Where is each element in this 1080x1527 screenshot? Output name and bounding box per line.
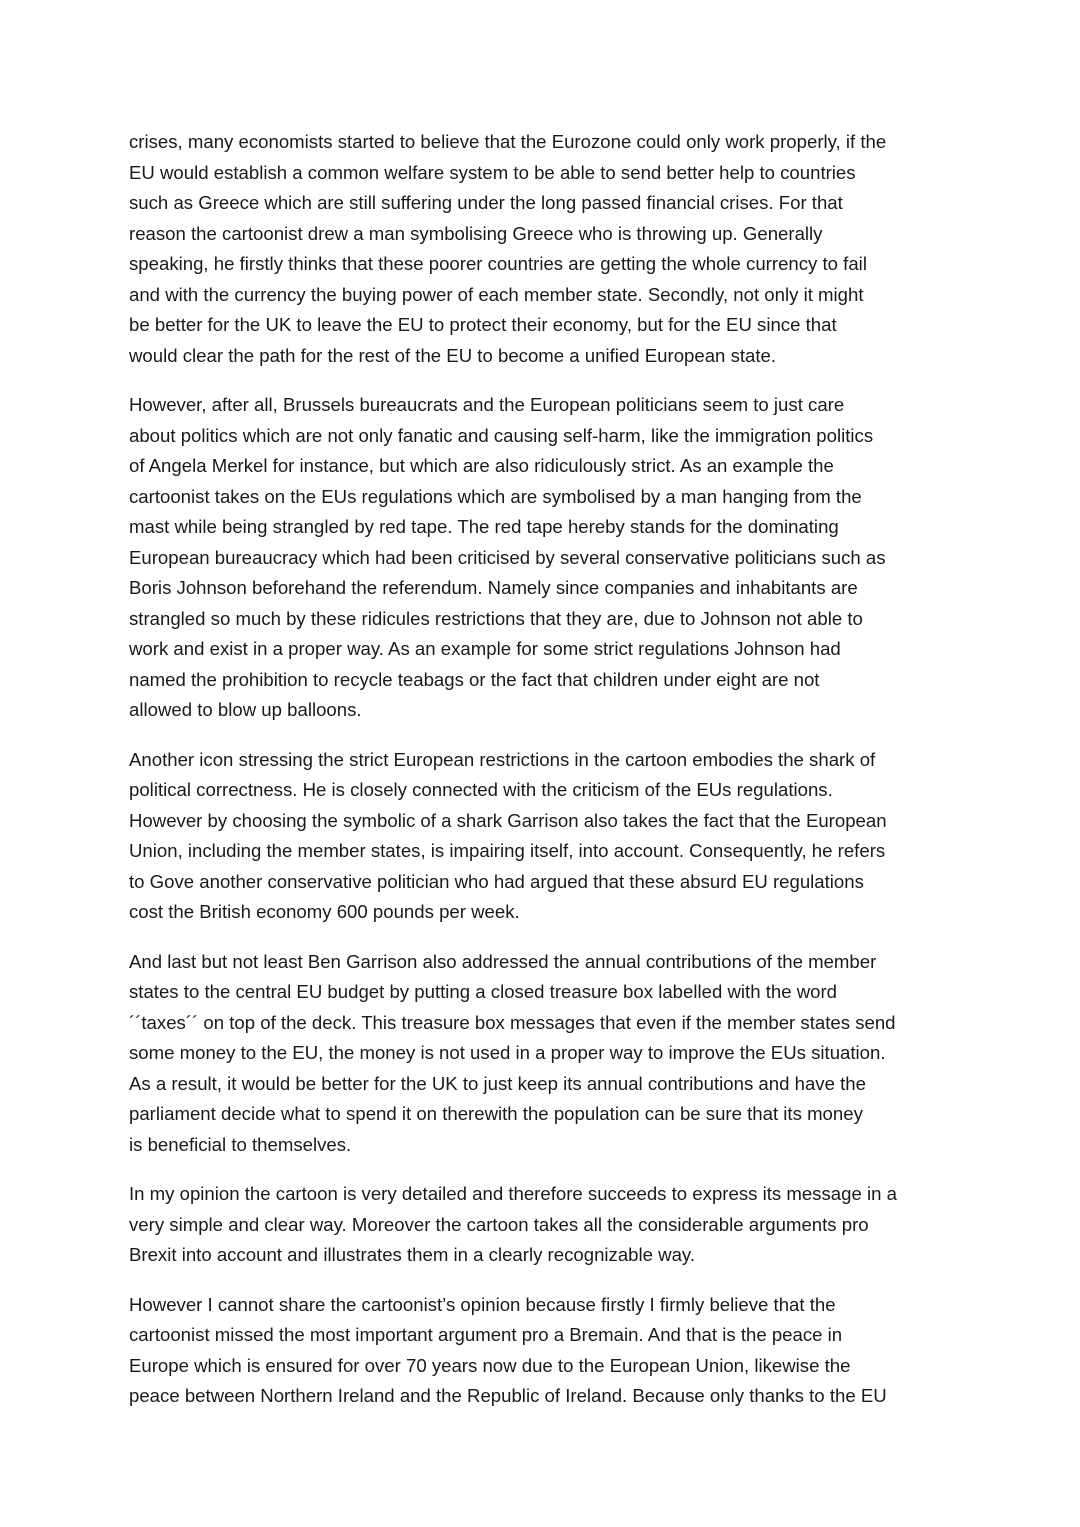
text-line: ´´taxes´´ on top of the deck. This treasure box messages that even if the member states send [129, 1011, 896, 1033]
text-line: such as Greece which are still suffering under the long passed financial crises. For that [129, 192, 843, 213]
text-line: very simple and clear way. Moreover the cartoon takes all the considerable arguments pro [129, 1213, 869, 1235]
text-line: named the prohibition to recycle teabags or the fact that children under eight are not [129, 668, 820, 690]
text-line: Brexit into account and illustrates them in a clearly recognizable way. [129, 1244, 696, 1265]
text-line: European bureaucracy which had been criticised by several conservative politicians such as [129, 546, 886, 568]
document-body [129, 127, 959, 1431]
paragraph-shark [129, 745, 959, 928]
text-line: of Angela Merkel for instance, but which are also ridiculously strict. As an example the [129, 455, 834, 476]
paragraph-opinion [129, 1179, 959, 1271]
text-line: And last but not least Ben Garrison also addressed the annual contributions of the member [129, 950, 877, 972]
paragraph-treasure-box [129, 947, 959, 1161]
text-line: parliament decide what to spend it on therewith the population can be sure that its money [129, 1103, 863, 1124]
text-line: allowed to blow up balloons. [129, 699, 362, 720]
text-line: speaking, he firstly thinks that these poorer countries are getting the whole currency to fail [129, 253, 867, 274]
text-line: As a result, it would be better for the UK to just keep its annual contributions and have the [129, 1072, 866, 1094]
text-line: reason the cartoonist drew a man symbolising Greece who is throwing up. Generally [129, 222, 823, 244]
text-line: strangled so much by these ridicules restrictions that they are, due to Johnson not able to [129, 607, 863, 629]
text-line: would clear the path for the rest of the EU to become a unified European state. [129, 344, 777, 366]
text-line: Union, including the member states, is impairing itself, into account. Consequently, he refers [129, 840, 886, 861]
text-line: Europe which is ensured for over 70 years now due to the European Union, likewise the [129, 1354, 851, 1376]
text-line: Another icon stressing the strict European restrictions in the cartoon embodies the shark of [129, 748, 876, 770]
paragraph-red-tape [129, 390, 959, 726]
text-line: states to the central EU budget by putting a closed treasure box labelled with the word [129, 981, 838, 1002]
paragraph-bremain [129, 1290, 959, 1412]
text-line: peace between Northern Ireland and the Republic of Ireland. Because only thanks to the EU [129, 1385, 887, 1406]
text-line: EU would establish a common welfare system to be able to send better help to countries [129, 161, 856, 183]
text-line: Boris Johnson beforehand the referendum. Namely since companies and inhabitants are [129, 577, 858, 598]
text-line: cartoonist takes on the EUs regulations which are symbolised by a man hanging from the [129, 485, 862, 507]
text-line: mast while being strangled by red tape. The red tape hereby stands for the dominating [129, 516, 839, 537]
text-line: is beneficial to themselves. [129, 1133, 352, 1155]
text-line: work and exist in a proper way. As an example for some strict regulations Johnson had [129, 638, 841, 659]
text-line: to Gove another conservative politician who had argued that these absurd EU regulations [129, 870, 864, 892]
text-line: and with the currency the buying power of each member state. Secondly, not only it might [129, 283, 864, 305]
text-line: However, after all, Brussels bureaucrats and the European politicians seem to just care [129, 394, 845, 415]
paragraph-eurozone-greece [129, 127, 959, 371]
text-line: some money to the EU, the money is not used in a proper way to improve the EUs situation. [129, 1042, 886, 1063]
text-line: be better for the UK to leave the EU to protect their economy, but for the EU since that [129, 314, 837, 335]
text-line: cartoonist missed the most important argument pro a Bremain. And that is the peace in [129, 1324, 843, 1345]
text-line: crises, many economists started to believe that the Eurozone could only work properly, if the [129, 131, 887, 152]
text-line: However I cannot share the cartoonist’s opinion because firstly I firmly believe that the [129, 1293, 836, 1315]
text-line: about politics which are not only fanatic and causing self-harm, like the immigration politics [129, 424, 874, 446]
text-line: However by choosing the symbolic of a shark Garrison also takes the fact that the European [129, 809, 887, 831]
text-line: cost the British economy 600 pounds per week. [129, 901, 520, 922]
text-line: In my opinion the cartoon is very detailed and therefore succeeds to express its message in a [129, 1183, 897, 1204]
text-line: political correctness. He is closely connected with the criticism of the EUs regulations. [129, 779, 833, 800]
